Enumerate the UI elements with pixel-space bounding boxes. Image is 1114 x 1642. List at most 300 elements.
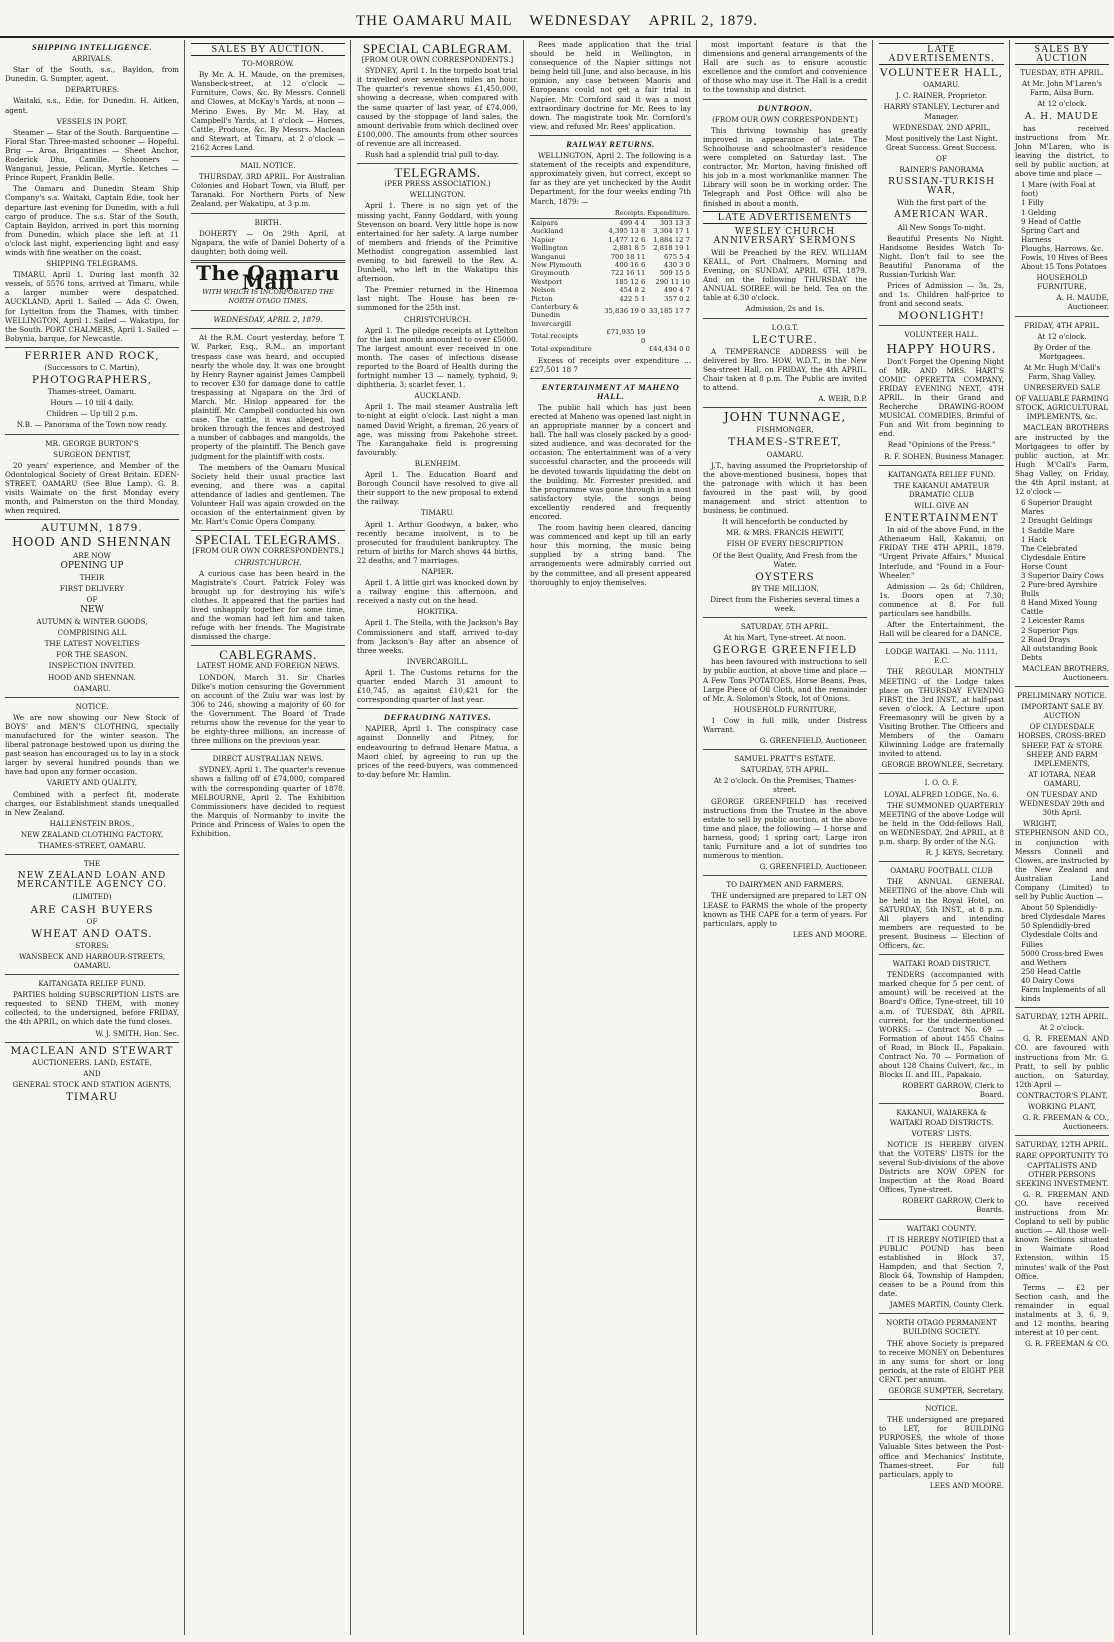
inspection: INSPECTION INVITED.: [48, 661, 136, 671]
hood-line: ARE NOW: [73, 550, 111, 560]
dentist-text: 20 years' experience, and Member of the Odontological Society of Great Britain. EDEN-STREET, OAMARU (See Blue Lamp). G. B. visits Waimate on the first Monday every month, and Palmerston on the third Monday, when required.: [5, 460, 179, 516]
list-item: 2 Road Drays: [1021, 634, 1070, 644]
table-row: [530, 286, 691, 294]
maude-items: [1015, 180, 1109, 271]
wesley-text: Will be Preached by the REV. WILLIAM KEALL, of Port Chalmers, Morning and Evening, on SUNDAY, APRIL 6TH, 1879. And on the following THURSDAY the ANNUAL SOIREE will be held. Tea on the table at 6.30 o'clock.: [703, 247, 867, 303]
lecture-sign: A. WEIR, D.P.: [818, 394, 867, 404]
shipping-telegrams-text: TIMARU, April 1. During last month 32 vessels, of 5576 tons, arrived at Timaru, while a larger number were despatched. AUCKLAND, April 1. Sailed — Ada C. Owen, for Lyttelton from the Thames, with timber. WELLINGTON, April 1. Sailed — Wakatipu, for the South. PORT CHALMERS, April 1. Sailed — Bobynia, barque, for Newcastle.: [5, 270, 179, 343]
clydes-place: AT IOTARA, NEAR OAMARU,: [1028, 769, 1096, 788]
intro-text: Rees made application that the trial should be held in Wellington, in consequence of the Napier sittings not being held till June, and also because, in his opinion, any case between Maoris and Europeans could not get a fair trial in Napier. Mr. Cornford said it was a most extraordinary doctrine for Mr. Rees to lay down. The magistrate took Mr. Cornford's view, and refused Mr. Rees' application.: [530, 40, 691, 131]
cablegrams-sub: LATEST HOME AND FOREIGN NEWS.: [196, 661, 340, 671]
greenfield-sign: G. GREENFIELD, Auctioneer.: [759, 736, 867, 746]
auckland-text: April 1. The mail steamer Australia left to-night at eight o'clock. Last night a man named David Wright, a fireman, 26 years of age, was missing from Pakehohe street. The Karangahake field is progressing favourably.: [357, 402, 518, 457]
hood-line: NEW: [80, 604, 104, 615]
table-cell: 400 16 6: [615, 261, 646, 270]
maclean-text: MACLEAN BROTHERS are instructed by the Mortgagees to offer by public auction, at Mr. Hugh M'Call's Farm, Shag Valley, on Friday, the 4th April instant, at 12 o'clock —: [1015, 423, 1109, 497]
table-cell: 2,818 19 1: [653, 244, 690, 253]
nzloan-goods: WHEAT AND OATS.: [31, 927, 153, 940]
table-cell: [602, 345, 646, 353]
hood-line: FIRST DELIVERY: [59, 583, 125, 593]
column-3: [352, 40, 524, 1635]
notice-title: NOTICE.: [75, 701, 109, 711]
volunteer-date: WEDNESDAY, 2ND APRIL,: [892, 122, 991, 132]
timaru-heading: TIMARU.: [420, 508, 455, 518]
maclean-items: [1015, 498, 1109, 662]
list-item: The Celebrated Clydesdale Entire Horse Count: [1021, 543, 1086, 571]
variety: VARIETY AND QUALITY,: [46, 778, 138, 788]
war-admission: Prices of Admission — 3s, 2s, and 1s. Children half-price to front and second seats.: [879, 281, 1004, 309]
table-row: [530, 236, 691, 244]
auckland-heading: AUCKLAND.: [414, 391, 461, 401]
table-cell: 490 4 7: [664, 286, 690, 295]
wesley-admission: Admission, 2s and 1s.: [745, 304, 825, 314]
table-cell: Kaipara: [531, 219, 559, 227]
hood-place: OAMARU.: [73, 683, 111, 693]
duntroon-title: DUNTROON.: [757, 102, 813, 113]
happy-text: Don't Forget the Opening Night of MR. AND MRS. HART'S COMIC OPERETTA COMPANY, FRIDAY EVENING NEXT, 4TH APRIL. In their Grand and Recherche DRAWING-ROOM MUSICAL COMEDIES, Brimful of Fun and Wit from beginning to end.: [879, 356, 1004, 439]
voters-sign: ROBERT GARROW, Clerk to Boards.: [902, 1196, 1004, 1215]
autumn-heading: AUTUMN, 1879.: [41, 522, 143, 535]
table-cell: Total receipts: [531, 332, 579, 341]
rare: RARE OPPORTUNITY TO CAPITALISTS AND OTHER PERSONS SEEKING INVESTMENT.: [1015, 1151, 1109, 1188]
tunnage-conducted: It will henceforth be conducted by: [722, 517, 848, 527]
tunnage-street: THAMES-STREET,: [728, 436, 842, 449]
table-header-cell: Receipts.: [602, 208, 646, 219]
table-cell: Greymouth: [531, 269, 570, 278]
oysters-text: Direct from the Fisheries several times a week.: [710, 594, 860, 613]
table-cell: 700 18 11: [610, 252, 646, 261]
clydes-date: ON TUESDAY AND WEDNESDAY 29th and 30th April.: [1019, 790, 1105, 818]
birth-title: BIRTH.: [254, 217, 282, 227]
county-sign: JAMES MARTIN, County Clerk.: [889, 1300, 1004, 1310]
table-cell: 430 3 0: [664, 261, 690, 270]
arrivals-text: Star of the South, s.s., Bayldon, from Dunedin. G. Sumpter, agent.: [5, 65, 179, 84]
table-cell: 454 8 2: [619, 286, 646, 295]
masthead-left: THE OAMARU MAIL: [355, 13, 513, 29]
table-cell: £44,434 0 0: [648, 345, 690, 354]
telegrams: TELEGRAMS.: [394, 165, 481, 181]
paper-masthead-sub: WITH WHICH IS INCORPORATED THE NORTH OTAGO TIMES.: [202, 288, 334, 306]
happy-hours: HAPPY HOURS.: [886, 341, 997, 356]
premier-text: The Premier returned in the Hinemoa last night. The House has been re-summoned for the 25th inst.: [357, 285, 518, 313]
table-cell: 357 0 2: [664, 294, 690, 303]
iof: I. O. O. F.: [924, 778, 959, 788]
table-cell: 2,881 8 5: [612, 244, 646, 253]
loyal: LOYAL ALFRED LODGE, No. 6.: [884, 789, 999, 799]
lodge-sign: GEORGE BROWNLEE, Secretary.: [881, 760, 1004, 770]
lecture-text: A TEMPERANCE ADDRESS will be delivered by Bro. HOW, W.D.T., in the New Sea-street Hall, on FRIDAY, the 4th APRIL. Chair taken at 8 p.m. The Public are invited to attend.: [703, 346, 867, 393]
tunnage-name: JOHN TUNNAGE,: [723, 410, 847, 425]
table-row: [530, 345, 691, 353]
oysters: OYSTERS: [755, 570, 815, 583]
table-cell: Wellington: [531, 244, 568, 253]
list-item: 9 Head of Cattle: [1021, 216, 1081, 226]
pratt-title: SAMUEL PRATT'S ESTATE.: [734, 754, 836, 764]
list-item: All outstanding Book Debts: [1021, 643, 1098, 662]
mail-text: THURSDAY, 3RD APRIL. For Australian Colonies and Hobart Town, via Bluff, per Taranaki. For Northern Ports of New Zealand, per Wakatipu, at 3 p.m.: [191, 172, 345, 209]
list-item: 1 Gelding: [1021, 207, 1057, 217]
column-1: [0, 40, 185, 1635]
hood-line: THEIR: [79, 572, 105, 582]
napier-text: April 1. A little girl was knocked down by a railway engine this afternoon, and received a nasty cut on the head.: [357, 578, 518, 606]
kakanui-roads: KAKANUI, WAIAREKA & WAITAKI ROAD DISTRICTS.: [889, 1108, 994, 1127]
paper-date: WEDNESDAY, APRIL 2, 1879.: [213, 315, 323, 325]
volunteer-mgr: HARRY STANLEY, Lecturer and Manager.: [883, 102, 1000, 121]
important: IMPORTANT SALE BY AUCTION: [1021, 702, 1103, 721]
cablegrams: CABLEGRAMS.: [219, 647, 317, 663]
volunteer-title: VOLUNTEER HALL,: [879, 67, 1004, 80]
unreserved-sub: OF VALUABLE FARMING STOCK, AGRICULTURAL IMPLEMENTS, &c.: [1015, 394, 1109, 422]
working-plant: WORKING PLANT,: [1027, 1102, 1097, 1112]
table-cell: 499 4 4: [619, 219, 646, 227]
volunteer-text: Most positively the Last Night. Great Success. Great Success.: [885, 133, 998, 152]
nzloan-of: OF: [86, 916, 98, 926]
birth-text: DOHERTY — On 29th April, at Ngapara, the wife of Daniel Doherty of a daughter; both doing well.: [191, 228, 345, 256]
table-header: [530, 208, 691, 219]
column-6: [874, 40, 1010, 1635]
sales-text: By Mr. A. H. Maude, on the premises, Wansbeck-street, at 12 o'clock — Furniture, Cows, &c. By Messrs. Connell and Clowes, at McKay's Yards, at noon — Merino Ewes. By Mr. M. Hay, at Campbell's Yards, at 1 o'clock — Horses, Cattle, Produce, &c. By Messrs. Maclean and Stewart, at Timaru, at 2 o'clock — 2162 Acres Land.: [191, 70, 345, 152]
list-item: 3 Superior Dairy Cows: [1021, 570, 1104, 580]
pratt-sign: G. GREENFIELD, Auctioneer.: [759, 862, 867, 872]
hallenstein-place: THAMES-STREET, OAMARU.: [38, 841, 146, 851]
mail-title: MAIL NOTICE.: [240, 161, 296, 171]
pratt-text: GEORGE GREENFIELD has received instructions from the Trustee in the above estate to sell by public auction, at the above time and place, the following — 1 horse and harness, good; 1 spring cart; Large iron tank; Furniture and a lot of sundries too numerous to mention.: [703, 796, 867, 861]
saturday2: SATURDAY, 12TH APRIL.: [1015, 1140, 1109, 1150]
nzloan-address: WANSBECK AND HARBOUR-STREETS, OAMARU.: [18, 951, 166, 970]
defrauding-text: NAPIER, April 1. The conspiracy case against Donnelly and Pitney, for endeavouring to defraud Henare Matua, a Maori chief, by agreeing to run up the prices of the reed-buyers, was commenced to-day before Mr. Hamlin.: [357, 724, 518, 779]
saturday: SATURDAY, 12TH APRIL.: [1015, 1012, 1109, 1022]
ferrier-title: FERRIER AND ROCK,: [24, 349, 160, 362]
war-sub: With the first part of the: [896, 198, 987, 208]
greenfield-household: HOUSEHOLD FURNITURE,: [733, 704, 837, 714]
masthead: [0, 6, 1114, 38]
table-header-cell: [530, 208, 602, 219]
dairy-text: THE undersigned are prepared to LET ON LEASE to FARMS the whole of the property known as THE CAPE for a term of years. For particulars, apply to: [703, 891, 867, 928]
iogt: I.O.G.T.: [771, 322, 799, 332]
rush-text: Rush had a splendid trial pull to-day.: [365, 150, 499, 160]
roads-text: TENDERS (accompanied with marked cheque for 5 per cent. of amount) will be received at the Board's Office, Tyne-street, till 10 a.m. of TUESDAY, 8th APRIL current, for the undermentioned WORKS: — Contract No. 69 — Formation of about 1455 Chains of Road, in Block II., Papakaio. Contract No. 70 — Formation of about 128 Chains Culvert, &c., in Blocks II. and III., Papakaio.: [879, 970, 1004, 1080]
ferrier-head: PHOTOGRAPHERS,: [31, 374, 153, 387]
maclean-sign: MACLEAN BROTHERS, Auctioneers.: [1021, 663, 1109, 682]
column-2: [186, 40, 351, 1635]
list-item: 8 Hand Mixed Young Cattle: [1021, 598, 1098, 617]
table-cell: Invercargill: [531, 319, 572, 328]
table-row: [530, 303, 691, 320]
railway-returns-title: RAILWAY RETURNS.: [566, 138, 655, 149]
friday: FRIDAY, 4TH APRIL.: [1024, 320, 1100, 330]
kaitangata-text: PARTIES holding SUBSCRIPTION LISTS are requested to SEND THEM, with money collected, to the undersigned, before FRIDAY, the 4th APRIL, on which date the fund closes.: [5, 990, 179, 1027]
tuesday-sub: At Mr. John M'Laren's Farm, Ailsa Burn.: [1022, 79, 1102, 98]
nzloan-limited: (LIMITED): [72, 892, 112, 902]
invercargill-text: April 1. The Customs returns for the quarter ended March 31 amount to £10,745, as against £10,421 for the corresponding quarter of last year.: [357, 667, 518, 705]
nzloan-the: THE: [83, 859, 101, 869]
napier-heading: NAPIER.: [421, 566, 454, 576]
rare-sign: G. R. FREEMAN & CO.: [1025, 1339, 1109, 1349]
table-row: [530, 219, 691, 228]
notice-text: We are now showing our New Stock of BOYS' and MEN'S CLOTHING, specially manufactured for the winter season. The liberal patronage bestowed upon us during the past season has encouraged us to lay in a stock larger by several hundred pounds than we have had upon any former occasion.: [5, 712, 179, 777]
greenfield-cow: 1 Cow in full milk, under Distress Warrant.: [703, 715, 867, 734]
lecture: LECTURE.: [752, 333, 818, 346]
table-cell: 722 16 11: [610, 269, 646, 278]
hokitika-text: April 1. The Stella, with the Jackson's Bay Commissioners and staff, arrived to-day from Jackson's Bay after an absence of three weeks.: [357, 618, 518, 655]
masthead-middle: WEDNESDAY: [529, 13, 632, 29]
wright-text: WRIGHT, STEPHENSON AND CO., in conjunction with Messrs Connell and Clowes, are instructed by the New Zealand and Australian Land Company (Limited) to sell by Public Auction —: [1015, 819, 1109, 902]
tunnage-fish-sub: Of the Best Quality, And Fresh from the Water.: [712, 550, 858, 569]
rare-text: G. R. FREEMAN AND CO. have received instructions from Mr. Copland to sell by public auction — All those well-known Sections situated in Waimate Road Extension, within 15 minutes' walk of the Post Office.: [1015, 1189, 1109, 1281]
war-songs: All New Songs To-night.: [897, 222, 986, 232]
christchurch-heading: CHRISTCHURCH.: [403, 314, 472, 324]
masthead-right: APRIL 2, 1879.: [648, 13, 759, 29]
table-cell: Nelson: [531, 286, 556, 295]
friday-order: By Order of the Mortgagees.: [1033, 342, 1091, 361]
dentist-title: SURGEON DENTIST,: [53, 449, 131, 459]
railway-returns-table: [530, 208, 691, 354]
list-item: 2 Leicester Rams: [1021, 616, 1085, 626]
christchurch-text: A curious case has been heard in the Magistrate's Court. Patrick Foley was brought up for destroying his wife's clothes. It appeared that the parties had lived unhappily together for some time, and the woman had left him and taken refuge with her friends. The Magistrate dismissed the charge.: [191, 568, 345, 642]
hallenstein-sub: NEW ZEALAND CLOTHING FACTORY,: [20, 829, 164, 839]
tuesday-time: At 12 o'clock.: [1037, 99, 1087, 109]
table-cell: 185 12 6: [615, 277, 646, 286]
table-cell: 35,836 19 0: [604, 307, 646, 316]
pratt-sub: At 2 o'clock. On the Premises, Thames-street.: [713, 776, 857, 795]
tunnage-text: J.T., having assumed the Proprietorship of the above-mentioned business, hopes that the patronage with which it has been favoured in the past will, by good management and strict attention to business, be continued.: [703, 460, 867, 516]
list-item: 1 Filly: [1021, 198, 1044, 208]
tuesday: TUESDAY, 8TH APRIL.: [1020, 68, 1104, 78]
freeman-text: G. R. FREEMAN AND CO. are favoured with instructions from Mr. G. Pratt, to sell by public auction, on Saturday, 12th April —: [1015, 1034, 1109, 1089]
table-cell: Westport: [531, 277, 563, 286]
volunteer-of: OF: [936, 153, 947, 163]
rare-terms: Terms — £2 per Section cash, and the remainder in equal instalments at 3, 6, 9, and 12 months, bearing interest at 10 per cent.: [1015, 1282, 1109, 1338]
table-cell: Wanganui: [531, 252, 566, 261]
pratt-date: SATURDAY, 5TH APRIL.: [740, 765, 830, 775]
leader-text: At the R.M. Court yesterday, before T. W. Parker, Esq., R.M., an important trespass case was heard, and occupied nearly the whole day. It was one brought by Henry Rayner against James Campbell to recover £30 for damage done to cattle trespassing at Ngapara on the 3rd of March. Mr. Hislop appeared for the plaintiff. Mr. Campbell conducted his own case. The cattle, it was alleged, had broken through the fences and destroyed a number of cabbages and mangolds, the property of the plaintiff. The Bench gave judgment for the plaintiff with costs.: [191, 333, 345, 461]
christchurch-text: April 1. The piledge receipts at Lyttelton for the last month amounted to over £5000. The largest amount ever received in one month. The cases of infectious disease reported to the Board of Health during the fortnight number 13 — namely, typhoid, 9; diphtheria, 3; scarlet fever, 1.: [357, 325, 518, 390]
entertainment-title: ENTERTAINMENT AT MAHENO HALL.: [541, 381, 680, 401]
table-row: [530, 320, 691, 328]
building-text: THE above Society is prepared to receive MONEY on Debentures in any sums for short or long periods, at the rate of EIGHT PER CENT. per annum.: [879, 1338, 1004, 1384]
hood-line: OPENING UP: [60, 560, 124, 571]
hallenstein: HALLENSTEIN BROS.,: [49, 818, 135, 828]
ferrier-hours: Hours — 10 till 4 daily.: [50, 398, 134, 408]
volunteer-place: OAMARU.: [923, 80, 960, 90]
ferrier-street: Thames-street, Oamaru.: [47, 387, 137, 397]
table-excess: Excess of receipts over expenditure ... £27,501 18 7: [530, 355, 691, 374]
kakanui-admission: Admission — 2s 6d; Children, 1s. Doors open at 7.30; commence at 8. For full particulars see handbills.: [879, 581, 1004, 618]
list-item: 1 Saddle Mare: [1021, 525, 1075, 535]
table-cell: Total expenditure: [531, 345, 592, 354]
kakanui-will: WILL GIVE AN: [914, 500, 969, 510]
table-cell: Picton: [531, 294, 553, 303]
table-cell: 303 13 3: [659, 219, 690, 227]
roads: WAITAKI ROAD DISTRICT.: [892, 959, 991, 969]
column-7: [1010, 40, 1114, 1635]
hall2: VOLUNTEER HALL.: [904, 330, 979, 340]
table-row: [530, 328, 691, 345]
maclean-and: AND: [83, 1068, 101, 1078]
hood-line: COMPRISING ALL: [57, 628, 127, 638]
nzloan-buyers: ARE CASH BUYERS: [30, 903, 154, 916]
departures-text: Waitaki, s.s., Edie, for Dunedin. H. Aitken, agent.: [5, 96, 179, 115]
saturday: SATURDAY, 5TH APRIL.: [740, 622, 830, 632]
list-item: 5000 Cross-bred Ewes and Wethers: [1021, 948, 1104, 967]
clydes: OF CLYDESDALE HORSES, CROSS-BRED SHEEP, FAT & STORE SHEEP, AND FARM IMPLEMENTS,: [1018, 722, 1106, 768]
hood-line: AUTUMN & WINTER GOODS,: [36, 617, 148, 627]
cable-text: LONDON, March 31. Sir Charles Dilke's motion censuring the Government on account of the Zulu war was lost by 306 to 246, showing a majority of 60 for the Government. The Board of Trade returns show the revenue for the year to be eighty-three millions, an increase of three millions on the previous year.: [191, 672, 345, 746]
hood-lines: [5, 551, 179, 660]
maude-sign: A. H. MAUDE, Auctioneer.: [1056, 293, 1109, 312]
oysters-sub: BY THE MILLION,: [751, 583, 819, 593]
tunnage-fish: FISH OF EVERY DESCRIPTION: [726, 539, 844, 549]
table-header-cell: Expenditure.: [647, 208, 690, 217]
war-text: Beautiful Presents No Night. Handsome Besides Watch To-Night. Don't fail to see the Beautiful Panorama of the Russian-Turkish War.: [879, 233, 1004, 279]
table-cell: 1,477 12 6: [608, 235, 646, 244]
list-item: 50 Splendidly-bred Clydesdale Colts and Fillies: [1021, 921, 1098, 949]
notice-text: THE undersigned are prepared to LET, for BUILDING PURPOSES, the whole of those Valuable Sites between the Post-office and Mechanics' Institute, Thames-street. For full particulars, apply to: [879, 1415, 1004, 1479]
special-telegrams-sub: [FROM OUR OWN CORRESPONDENTS.]: [192, 546, 344, 556]
defrauding-heading: DEFRAUDING NATIVES.: [383, 712, 492, 723]
lodge-text: THE REGULAR MONTHLY MEETING of the Lodge takes place on THURSDAY EVENING FIRST, the 3rd INST., at half-past seven o'clock. A Lecture upon Freemasonry will be given by a Visiting Brother. The Officers and Members of the Oamaru Kilwinning Lodge are fraternally invited to attend.: [879, 667, 1004, 759]
special-telegrams: SPECIAL TELEGRAMS.: [195, 532, 341, 548]
shipping-telegrams-heading: SHIPPING TELEGRAMS.: [46, 259, 138, 269]
kakanui-dance: After the Entertainment, the Hall will be cleared for a DANCE.: [879, 620, 1004, 639]
list-item: 250 Head Cattle: [1021, 966, 1081, 976]
christchurch-heading: CHRISTCHURCH.: [234, 557, 302, 567]
happy-read: Read "Opinions of the Press.": [887, 440, 996, 450]
blenheim-heading: BLENHEIM.: [414, 458, 461, 468]
nzloan-stores: STORES:: [75, 940, 109, 950]
australian-text: SYDNEY, April 1. The quarter's revenue shows a falling off of £74,000, compared with the corresponding quarter of 1878. MELBOURNE, April 2. The Exhibition Commissioners have decided to request the Marquis of Normanby to invite the Prince and Princess of Wales to open the Exhibition.: [191, 765, 345, 839]
hood-line: OF: [86, 594, 98, 604]
ferrier-children: Children — Up till 2 p.m.: [46, 409, 138, 419]
sydney-text: SYDNEY, April 1. In the torpedo boat trial it travelled over seventeen miles an hour. The quarter's revenue shows £1,450,000, showing a decrease, when compared with the same quarter of last year, of £74,000, caused by the stoppage of land sales, the amount derivable from which declined over £100,000. The amounts from other sources of revenue are all increased.: [357, 66, 518, 148]
list-item: 40 Dairy Cows: [1021, 975, 1075, 985]
voters: VOTERS' LISTS.: [911, 1128, 972, 1138]
kaitangata-sign: W. J. SMITH, Hon. Sec.: [95, 1028, 179, 1038]
voters-text: NOTICE IS HEREBY GIVEN that the VOTERS' LISTS for the several Sub-divisions of the above Districts are NOW OPEN for Inspection at the Road Board Offices, Tyne-street.: [879, 1139, 1004, 1195]
saturday-sub: At his Mart, Tyne-street. At noon.: [723, 633, 847, 643]
departures-heading: DEPARTURES.: [64, 85, 120, 95]
list-item: Spring Cart and Harness: [1021, 225, 1080, 244]
blenheim-text: April 1. The Education Board and Borough Council have resolved to give all their support to the new proposal to extend the railway.: [357, 470, 518, 507]
telegrams-sub: (PER PRESS ASSOCIATION.): [384, 179, 491, 189]
late-ads-heading: LATE ADVERTISEMENTS: [703, 211, 867, 224]
column-4: [525, 40, 697, 1635]
war-title: RUSSIAN-TURKISH WAR,: [888, 177, 995, 197]
table-cell: 4,395 13 8: [608, 227, 646, 236]
list-item: 2 Superior Pigs: [1021, 625, 1078, 635]
notice: NOTICE.: [925, 1404, 958, 1414]
greenfield-text: has been favoured with instructions to sell by public auction, at above time and place — A Few Tons POTATOES, Horse Beans, Peas, Large Piece of Oil Cloth, and the remainder of Mr. A. Solomon's Stock, lot of Onions.: [703, 657, 867, 703]
paper-masthead: The Oamaru Mail: [196, 260, 340, 294]
invercargill-heading: INVERCARGILL.: [406, 656, 469, 666]
maclean-place: TIMARU: [65, 1091, 119, 1103]
kakanui-ent: ENTERTAINMENT: [884, 512, 999, 525]
nzloan-title: NEW ZEALAND LOAN AND MERCANTILE AGENCY CO.: [16, 871, 168, 891]
table-cell: New Plymouth: [531, 261, 582, 270]
table-cell: Canterbury & Dunedin: [531, 303, 579, 320]
railway-returns-text: WELLINGTON, April 2. The following is a statement of the receipts and expenditure, approximately given, but correct, except so far as they are yet unchecked by the Audit Department, for the four weeks ending 7th March, 1879: —: [530, 151, 691, 206]
dairy-title: TO DAIRYMEN AND FARMERS.: [726, 880, 844, 890]
shipping-title: SHIPPING INTELLIGENCE.: [31, 42, 153, 52]
greenfield-name: GEORGE GREENFIELD: [712, 644, 858, 657]
leader-text-2: The members of the Oamaru Musical Society held their usual practice last evening, and there was a capital attendance of ladies and gentlemen. The Volunteer Hall was again crowded on the occasion of the entertainment given by Mr. Hart's Comic Opera Company.: [191, 462, 345, 527]
maude-text: has received instructions from Mr. John M'Laren, who is leaving the district, to sell by public auction, at above time and place —: [1015, 123, 1109, 179]
maclean-sub: AUCTIONEERS, LAND, ESTATE,: [32, 1057, 152, 1067]
ferrier-sub: (Successors to C. Martin),: [44, 363, 140, 372]
unreserved: UNRESERVED SALE: [1023, 383, 1101, 393]
roads-sign: ROBERT GARROW, Clerk to Board.: [902, 1081, 1004, 1100]
building-title: NORTH OTAGO PERMANENT BUILDING SOCIETY.: [886, 1318, 997, 1337]
wesley-title: WESLEY CHURCH ANNIVERSARY SERMONS: [713, 226, 857, 246]
loyal-sign: R. J. KEYS, Secretary.: [925, 848, 1004, 858]
arrivals-heading: ARRIVALS.: [71, 54, 113, 64]
table-row: [530, 227, 691, 235]
american-war: AMERICAN WAR.: [894, 210, 989, 221]
tunnage-place: OAMARU.: [766, 449, 804, 459]
table-cell: [646, 328, 691, 345]
table-cell: 509 15 5: [659, 269, 690, 278]
table-cell: 1,884 12 7: [653, 235, 690, 244]
saturday-time: At 2 o'clock.: [1039, 1023, 1085, 1033]
contractors: CONTRACTOR'S PLANT,: [1016, 1090, 1108, 1100]
list-item: Farm Implements of all kinds: [1021, 985, 1106, 1004]
hood-line: FOR THE SEASON.: [56, 650, 128, 660]
tunnage-names: MR. & MRS. FRANCIS HEWITT,: [725, 528, 845, 538]
table-row: [530, 295, 691, 303]
football: OAMARU FOOTBALL CLUB: [890, 866, 993, 876]
kaitangata-title: KAITANGATA RELIEF FUND.: [38, 979, 146, 989]
maude: A. H. MAUDE: [1025, 111, 1099, 122]
list-item: About 50 Splendidly-bred Clydesdale Mares: [1021, 903, 1106, 922]
loyal-text: THE SUMMONED QUARTERLY MEETING of the above Lodge will be held in the Odd-fellows Hall, on WEDNESDAY, 2nd APRIL, at 8 p.m. sharp. By order of the N.G.: [879, 800, 1004, 847]
moonlight: MOONLIGHT!: [897, 310, 986, 323]
football-text: THE ANNUAL GENERAL MEETING of the above Club will be held in the Royal Hotel, on SATURDAY, 5th INST., at 8 p.m. All players and intending members are requested to be present. Business — Election of Officers, &c.: [879, 877, 1004, 950]
list-item: 1 Mare (with Foal at foot): [1021, 180, 1096, 199]
table-cell: 675 5 4: [664, 252, 690, 261]
happy-sign: R. F. SOHEN, Business Manager.: [884, 451, 1004, 461]
hood-sign: HOOD AND SHENNAN.: [48, 672, 136, 682]
list-item: Fowls, 10 Hives of Bees: [1021, 252, 1108, 262]
table-cell: 290 11 10: [655, 277, 690, 286]
dentist-name: MR. GEORGE BURTON'S: [45, 438, 139, 448]
kakanui-title: THE KAKANUI AMATEUR DRAMATIC CLUB: [893, 480, 990, 499]
list-item: About 15 Tons Potatoes: [1021, 262, 1107, 272]
timaru-text: April 1. Arthur Goodwyn, a baker, who recently became insolvent, is to be prosecuted for fraudulent bankruptcy. The return of births for March shows 44 births, 22 deaths, and 7 marriages.: [357, 519, 518, 565]
list-item: 6 Superior Draught Mares: [1021, 498, 1093, 517]
entertainment-text-2: The room having been cleared, dancing was commenced and kept up till an early hour this morning, the music being supplied by a string band. The arrangements were admirably carried out by the committee, and all present appeared thoroughly to enjoy themselves.: [530, 523, 691, 587]
lodge-title: LODGE WAITAKI. — No. 1111, E.C.: [885, 647, 998, 666]
list-item: Ploughs, Harrows, &c.: [1021, 243, 1104, 253]
wellington-heading: WELLINGTON.: [409, 190, 466, 200]
vessels-text: Steamer — Star of the South. Barquentine — Floral Star. Three-masted schooner — Hopeful. Brig — Aroa. Brigantines — Sheet Anchor, Roderick Dhu, Camille. Schooners — Wanganui, Jessie, Pelican, Myrtle. Ketches — Prince Rupert, Franklin Belle.: [5, 127, 179, 183]
freeman-sign: G. R. FREEMAN & CO., Auctioneers.: [1022, 1113, 1109, 1132]
table-cell: 3,304 17 1: [653, 227, 690, 236]
rainer: RAINER'S PANORAMA: [899, 165, 984, 175]
table-cell: Auckland: [531, 227, 564, 236]
notice-sign: LEES AND MOORE.: [929, 1480, 1004, 1490]
special-cablegram: SPECIAL CABLEGRAM.: [362, 41, 513, 56]
table-row: [530, 253, 691, 261]
special-cablegram-sub: [FROM OUR OWN CORRESPONDENTS.]: [361, 55, 514, 65]
county-text: IT IS HEREBY NOTIFIED that a PUBLIC POUND has been established in Block 37, Hampden, and that Section 7, Block 64, Township of Hampden, ceases to be a Pound from this date.: [879, 1234, 1004, 1299]
maude-household: HOUSEHOLD FURNITURE,: [1036, 273, 1088, 292]
kakanui-text: In aid of the above Fund, in the Athenaeum Hall, Kakanui, on FRIDAY THE 4TH APRIL, 1879. "Urgent Private Affairs," Musical Interlude, and "Found in a Four-Wheeler.": [879, 525, 1004, 580]
table-row: [530, 269, 691, 277]
table-cell: 422 5 1: [619, 294, 646, 303]
maclean-sub2: GENERAL STOCK AND STATION AGENTS,: [12, 1079, 172, 1089]
friday-time: At 12 o'clock.: [1037, 331, 1087, 341]
building-sign: GEORGE SUMPTER, Secretary.: [888, 1386, 1004, 1395]
